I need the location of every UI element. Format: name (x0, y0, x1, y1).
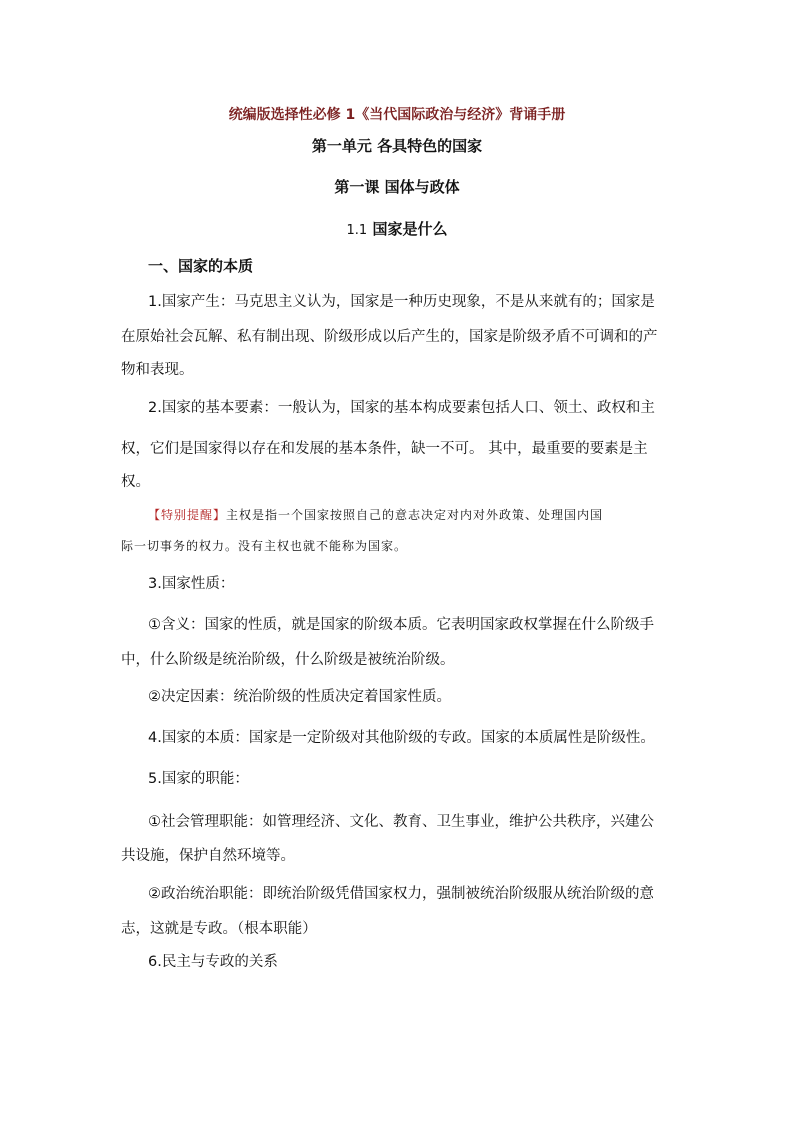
paragraph-basic-elements-line-1: 2.国家的基本要素：一般认为，国家的基本构成要素包括人口、领土、政权和主 (148, 400, 655, 416)
heading-state-essence: 一、国家的本质 (148, 257, 254, 275)
section-title-text: 国家是什么 (372, 220, 448, 238)
paragraph-social-management-line-2: 共设施，保护自然环境等。 (121, 848, 295, 864)
section-number: 1.1 (346, 223, 368, 238)
paragraph-state-origin-line-1: 1.国家产生：马克思主义认为，国家是一种历史现象，不是从来就有的；国家是 (148, 294, 655, 310)
special-note-tag: 【特别提醒】 (148, 508, 227, 522)
paragraph-political-rule-line-2: 志，这就是专政。（根本职能） (121, 921, 317, 937)
paragraph-nature-meaning-line-1: ①含义：国家的性质，就是国家的阶级本质。它表明国家政权掌握在什么阶级手 (148, 617, 654, 633)
unit-title: 第一单元 各具特色的国家 (311, 137, 483, 155)
document-title: 统编版选择性必修 1《当代国际政治与经济》背诵手册 (228, 107, 566, 123)
paragraph-political-rule-line-1: ②政治统治职能：即统治阶级凭借国家权力，强制被统治阶级服从统治阶级的意 (148, 886, 654, 902)
paragraph-state-origin-line-3: 物和表现。 (121, 362, 194, 378)
section-title (0, 218, 794, 239)
paragraph-state-nature-heading: 3.国家性质： (148, 576, 235, 592)
special-note-line-2: 际一切事务的权力。没有主权也就不能称为国家。 (121, 539, 408, 553)
paragraph-state-functions-heading: 5.国家的职能： (148, 771, 249, 787)
paragraph-nature-determinant: ②决定因素：统治阶级的性质决定着国家性质。 (148, 689, 451, 705)
paragraph-state-origin-line-2: 在原始社会瓦解、私有制出现、阶级形成以后产生的，国家是阶级矛盾不可调和的产 (121, 329, 658, 345)
special-note-text: 主权是指一个国家按照自己的意志决定对内对外政策、处理国内国 (226, 508, 604, 522)
paragraph-basic-elements-line-2: 权，它们是国家得以存在和发展的基本条件，缺一不可。 其中，最重要的要素是主 (121, 441, 648, 457)
special-note-line-1 (148, 506, 603, 523)
paragraph-state-essence-definition: 4.国家的本质：国家是一定阶级对其他阶级的专政。国家的本质属性是阶级性。 (148, 730, 655, 746)
paragraph-nature-meaning-line-2: 中，什么阶级是统治阶级，什么阶级是被统治阶级。 (121, 652, 455, 668)
paragraph-basic-elements-line-3: 权。 (121, 474, 150, 490)
lesson-title: 第一课 国体与政体 (334, 178, 460, 196)
paragraph-democracy-dictatorship: 6.民主与专政的关系 (148, 954, 278, 970)
paragraph-social-management-line-1: ①社会管理职能：如管理经济、文化、教育、卫生事业，维护公共秩序，兴建公 (148, 814, 654, 830)
